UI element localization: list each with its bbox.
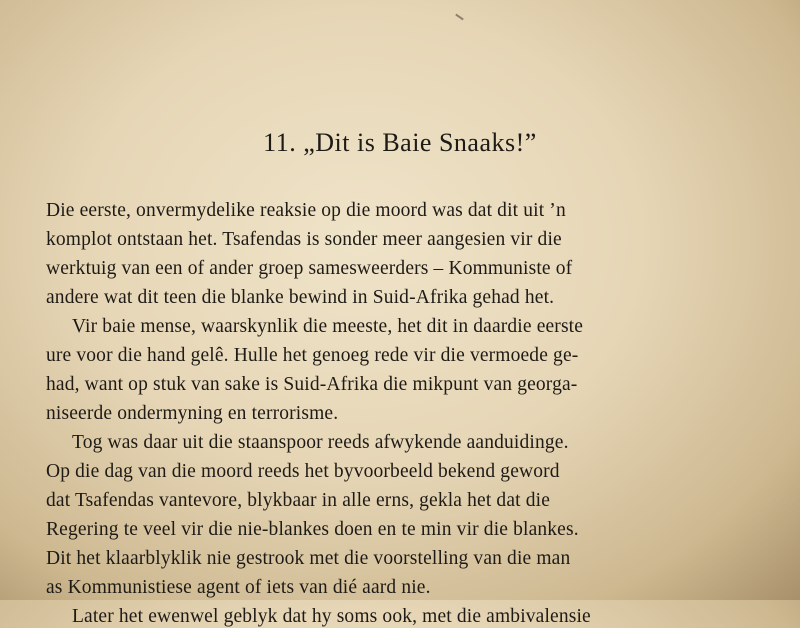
page-mark bbox=[455, 14, 464, 21]
text-line: Vir baie mense, waarskynlik die meeste, het dit in daardie eerste bbox=[72, 316, 584, 337]
text-line: andere wat dit teen die blanke bewind in Suid-Afrika gehad het. bbox=[46, 287, 555, 308]
text-line: Dit het klaarblyklik nie gestrook met die voorstelling van die man bbox=[46, 548, 571, 569]
text-line: Die eerste, onvermydelike reaksie op die moord was dat dit uit ’n bbox=[46, 200, 566, 221]
text-line: dat Tsafendas vantevore, blykbaar in alle erns, gekla het dat die bbox=[46, 490, 551, 511]
text-line: werktuig van een of ander groep samesweerders – Kommuniste of bbox=[46, 258, 573, 279]
text-line: Regering te veel vir die nie-blankes doen en te min vir die blankes. bbox=[46, 519, 579, 540]
text-line: had, want op stuk van sake is Suid-Afrika die mikpunt van georga- bbox=[46, 374, 578, 395]
text-line: niseerde ondermyning en terrorisme. bbox=[46, 403, 339, 424]
chapter-title: 11. „Dit is Baie Snaaks!” bbox=[263, 128, 537, 157]
text-line: komplot ontstaan het. Tsafendas is sonder meer aangesien vir die bbox=[46, 229, 562, 250]
text-line: Tog was daar uit die staanspoor reeds afwykende aanduidinge. bbox=[72, 432, 569, 453]
text-line: as Kommunistiese agent of iets van dié aard nie. bbox=[46, 577, 431, 598]
text-line: Later het ewenwel geblyk dat hy soms ook, met die ambivalensie bbox=[72, 606, 591, 627]
text-line: ure voor die hand gelê. Hulle het genoeg rede vir die vermoede ge- bbox=[46, 345, 579, 366]
text-line: Op die dag van die moord reeds het byvoorbeeld bekend geword bbox=[46, 461, 560, 482]
